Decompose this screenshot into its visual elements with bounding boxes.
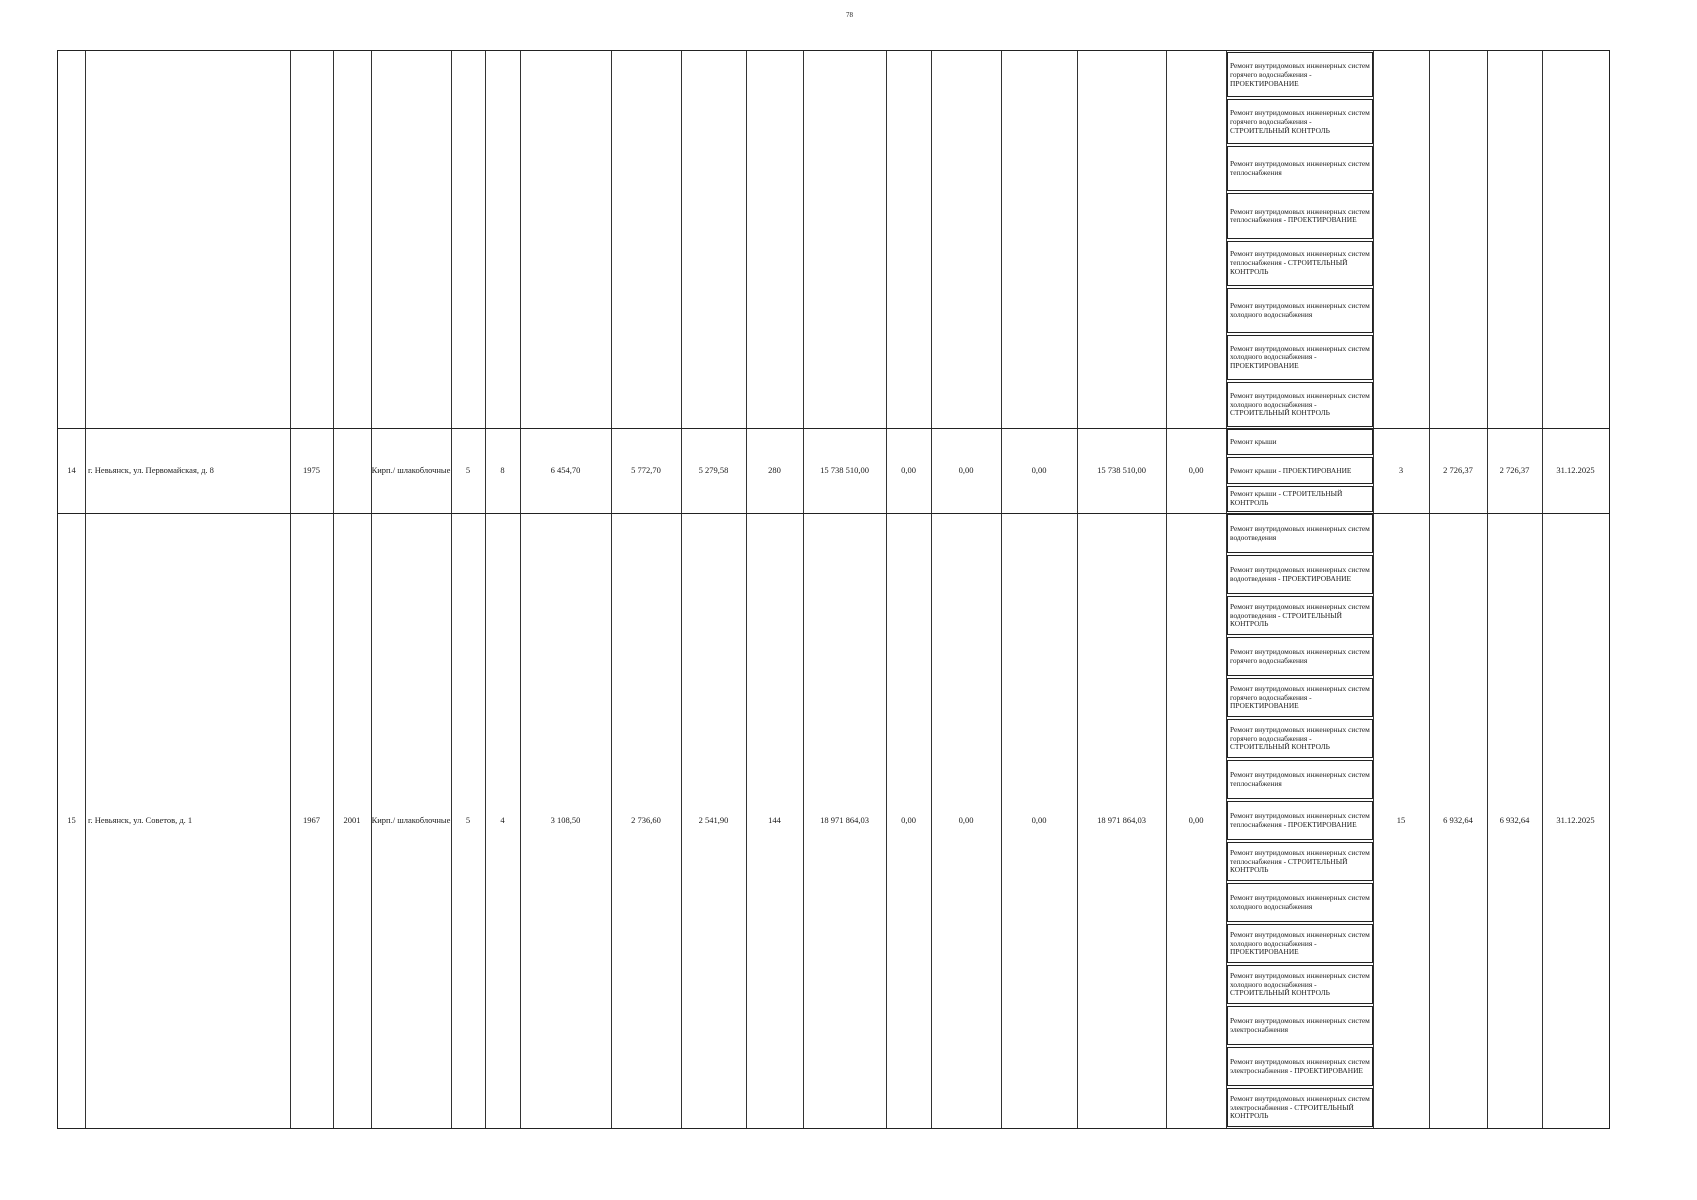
- work-item-label: Ремонт внутридомовых инженерных систем горячего водоснабжения: [1230, 647, 1370, 665]
- residents: 144: [768, 814, 781, 825]
- fund-c: 0,00: [1031, 464, 1047, 475]
- work-item-label: Ремонт внутридомовых инженерных систем холодного водоснабжения: [1230, 300, 1370, 319]
- wall-material: Кирп./ шлакоблочные: [371, 464, 451, 475]
- work-item: [1227, 335, 1373, 380]
- work-item-label: Ремонт внутридомовых инженерных систем горячего водоснабжения - ПРОЕКТИРОВАНИЕ: [1230, 683, 1370, 711]
- area-living: 5 772,70: [631, 464, 661, 475]
- work-item-label: Ремонт крыши - СТРОИТЕЛЬНЫЙ КОНТРОЛЬ: [1230, 489, 1343, 508]
- area-owned: 2 541,90: [698, 814, 729, 825]
- area-total: 3 108,50: [550, 814, 581, 825]
- deadline: 31.12.2025: [1556, 464, 1595, 475]
- work-item: [1227, 1088, 1373, 1127]
- work-item: [1227, 924, 1373, 963]
- work-item: [1227, 288, 1373, 333]
- work-item: [1227, 382, 1373, 427]
- entrances: 8: [500, 464, 505, 475]
- work-item: [1227, 457, 1373, 483]
- work-item: [1227, 52, 1373, 97]
- fund-other: 0,00: [1188, 464, 1204, 475]
- works-count: 3: [1398, 464, 1404, 475]
- year-repair: 2001: [343, 814, 361, 825]
- work-item: [1227, 596, 1373, 635]
- work-item-label: Ремонт внутридомовых инженерных систем холодного водоснабжения - СТРОИТЕЛЬНЫЙ КОНТРОЛЬ: [1230, 390, 1370, 418]
- work-item-label: Ремонт внутридомовых инженерных систем теплоснабжения - СТРОИТЕЛЬНЫЙ КОНТРОЛЬ: [1230, 249, 1370, 276]
- work-item-label: Ремонт внутридомовых инженерных систем электроснабжения - ПРОЕКТИРОВАНИЕ: [1230, 1057, 1370, 1075]
- residents: 280: [768, 464, 781, 475]
- work-item-label: Ремонт внутридомовых инженерных систем теплоснабжения: [1230, 770, 1370, 788]
- cost-total: 15 738 510,00: [820, 464, 869, 475]
- work-item-label: Ремонт внутридомовых инженерных систем электроснабжения: [1230, 1016, 1370, 1034]
- page-number: 78: [846, 11, 853, 19]
- work-item-label: Ремонт внутридомовых инженерных систем холодного водоснабжения: [1230, 893, 1370, 911]
- works-count: 15: [1396, 814, 1406, 825]
- limit-cost: 6 932,64: [1499, 814, 1530, 825]
- row-number: 15: [67, 814, 76, 825]
- work-item: [1227, 146, 1373, 191]
- area-living: 2 736,60: [631, 814, 661, 825]
- work-item-label: Ремонт внутридомовых инженерных систем теплоснабжения - ПРОЕКТИРОВАНИЕ: [1230, 811, 1370, 829]
- work-item: [1227, 965, 1373, 1004]
- floors: 5: [465, 814, 471, 825]
- work-item-label: Ремонт внутридомовых инженерных систем теплоснабжения - ПРОЕКТИРОВАНИЕ: [1230, 206, 1370, 225]
- year-built: 1967: [303, 814, 320, 825]
- work-item: [1227, 637, 1373, 676]
- unit-cost: 2 726,37: [1443, 464, 1473, 475]
- fund-c: 0,00: [1031, 814, 1047, 825]
- work-item: [1227, 429, 1373, 455]
- work-item-label: Ремонт внутридомовых инженерных систем электроснабжения - СТРОИТЕЛЬНЫЙ КОНТРОЛЬ: [1230, 1093, 1370, 1121]
- limit-cost: 2 726,37: [1499, 464, 1530, 475]
- row-number: 14: [67, 464, 76, 475]
- work-item-label: Ремонт крыши: [1230, 437, 1277, 447]
- work-item: [1227, 883, 1373, 922]
- area-total: 6 454,70: [550, 464, 581, 475]
- wall-material: Кирп./ шлакоблочные: [371, 814, 451, 825]
- work-item-label: Ремонт внутридомовых инженерных систем горячего водоснабжения - ПРОЕКТИРОВАНИЕ: [1230, 60, 1370, 88]
- area-owned: 5 279,58: [698, 464, 729, 475]
- work-item: [1227, 99, 1373, 144]
- work-item: [1227, 486, 1373, 512]
- fund-b: 0,00: [958, 464, 974, 475]
- work-item: [1227, 241, 1373, 286]
- unit-cost: 6 932,64: [1443, 814, 1473, 825]
- fund-a: 0,00: [901, 464, 916, 475]
- year-built: 1975: [303, 464, 320, 475]
- work-item-label: Ремонт крыши - ПРОЕКТИРОВАНИЕ: [1230, 465, 1352, 475]
- year-repair: [333, 428, 371, 513]
- fund-a: 0,00: [901, 814, 916, 825]
- work-item-label: Ремонт внутридомовых инженерных систем холодного водоснабжения - ПРОЕКТИРОВАНИЕ: [1230, 929, 1370, 957]
- fund-owners: 15 738 510,00: [1097, 464, 1146, 475]
- work-item-label: Ремонт внутридомовых инженерных систем холодного водоснабжения - ПРОЕКТИРОВАНИЕ: [1230, 343, 1370, 371]
- fund-b: 0,00: [958, 814, 974, 825]
- work-item: [1227, 555, 1373, 594]
- work-item: [1227, 193, 1373, 238]
- work-item-label: Ремонт внутридомовых инженерных систем водоотведения - СТРОИТЕЛЬНЫЙ КОНТРОЛЬ: [1230, 601, 1370, 629]
- address: г. Невьянск, ул. Советов, д. 1: [88, 814, 193, 825]
- address: г. Невьянск, ул. Первомайская, д. 8: [88, 464, 214, 475]
- work-item-label: Ремонт внутридомовых инженерных систем горячего водоснабжения - СТРОИТЕЛЬНЫЙ КОНТРОЛЬ: [1230, 724, 1370, 752]
- work-item-label: Ремонт внутридомовых инженерных систем водоотведения: [1230, 524, 1370, 542]
- repair-program-table: [57, 50, 1610, 1129]
- work-item: [1227, 760, 1373, 799]
- work-item: [1227, 1047, 1373, 1086]
- entrances: 4: [500, 814, 505, 825]
- work-item-label: Ремонт внутридомовых инженерных систем холодного водоснабжения - СТРОИТЕЛЬНЫЙ КОНТРОЛЬ: [1230, 970, 1370, 998]
- work-item-label: Ремонт внутридомовых инженерных систем теплоснабжения - СТРОИТЕЛЬНЫЙ КОНТРОЛЬ: [1230, 847, 1370, 875]
- work-item: [1227, 514, 1373, 553]
- work-item-label: Ремонт внутридомовых инженерных систем водоотведения - ПРОЕКТИРОВАНИЕ: [1230, 565, 1370, 583]
- work-item: [1227, 678, 1373, 717]
- cost-total: 18 971 864,03: [820, 814, 869, 825]
- work-item: [1227, 842, 1373, 881]
- fund-other: 0,00: [1188, 814, 1204, 825]
- work-item: [1227, 1006, 1373, 1045]
- work-item-label: Ремонт внутридомовых инженерных систем горячего водоснабжения - СТРОИТЕЛЬНЫЙ КОНТРОЛЬ: [1230, 107, 1370, 135]
- floors: 5: [465, 464, 471, 475]
- work-item: [1227, 719, 1373, 758]
- work-item: [1227, 801, 1373, 840]
- work-item-label: Ремонт внутридомовых инженерных систем теплоснабжения: [1230, 159, 1370, 178]
- deadline: 31.12.2025: [1556, 814, 1595, 825]
- fund-owners: 18 971 864,03: [1097, 814, 1146, 825]
